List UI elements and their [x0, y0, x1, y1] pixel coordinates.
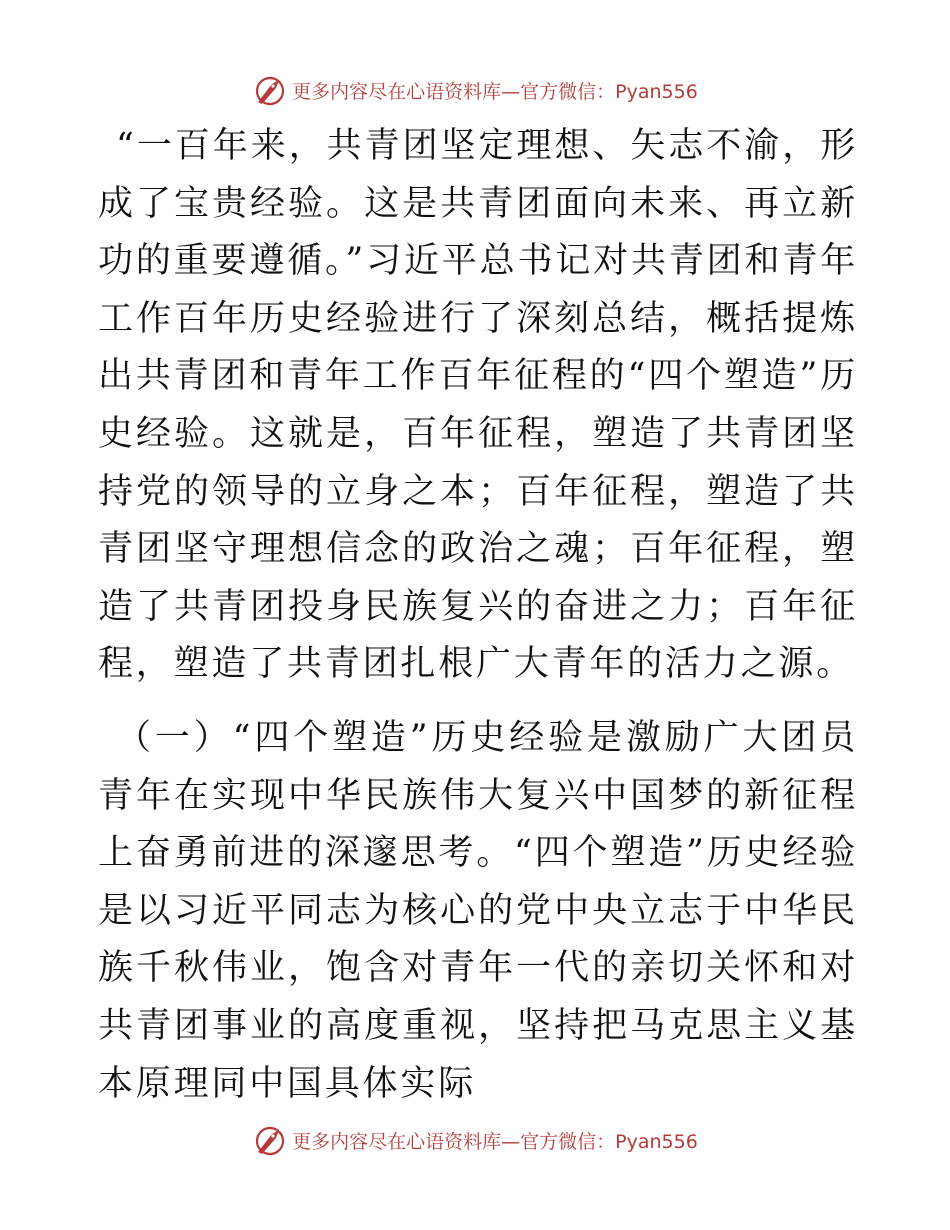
- paragraph-1: “一百年来，共青团坚定理想、矢志不渝，形成了宝贵经验。这是共青团面向未来、再立新功的重要遵循。”习近平总书记对共青团和青年工作百年历史经验进行了深刻总结，概括提炼出共青团和青年工作百年征程的“四个塑造”历史经验。这就是，百年征程，塑造了共青团坚持党的领导的立身之本；百年征程，塑造了共青团坚守理想信念的政治之魂；百年征程，塑造了共青团投身民族复兴的奋进之力；百年征程，塑造了共青团扎根广大青年的活力之源。: [98, 126, 858, 685]
- footer-watermark: [0, 1120, 950, 1160]
- header-watermark: [0, 70, 950, 110]
- document-body: [98, 118, 858, 1113]
- watermark-text: 更多内容尽在心语资料库—官方微信：Pyan556: [292, 1130, 698, 1153]
- paragraph-2: （一）“四个塑造”历史经验是激励广大团员青年在实现中华民族伟大复兴中国梦的新征程上奋勇前进的深邃思考。“四个塑造”历史经验是以习近平同志为核心的党中央立志于中华民族千秋伟业，饱含对青年一代的亲切关怀和对共青团事业的高度重视，坚持把马克思主义基本原理同中国具体实际: [98, 717, 858, 1104]
- pen-nib-logo-icon: [252, 1122, 288, 1158]
- pen-nib-logo-icon: [252, 72, 288, 108]
- watermark-text: 更多内容尽在心语资料库—官方微信：Pyan556: [292, 80, 698, 103]
